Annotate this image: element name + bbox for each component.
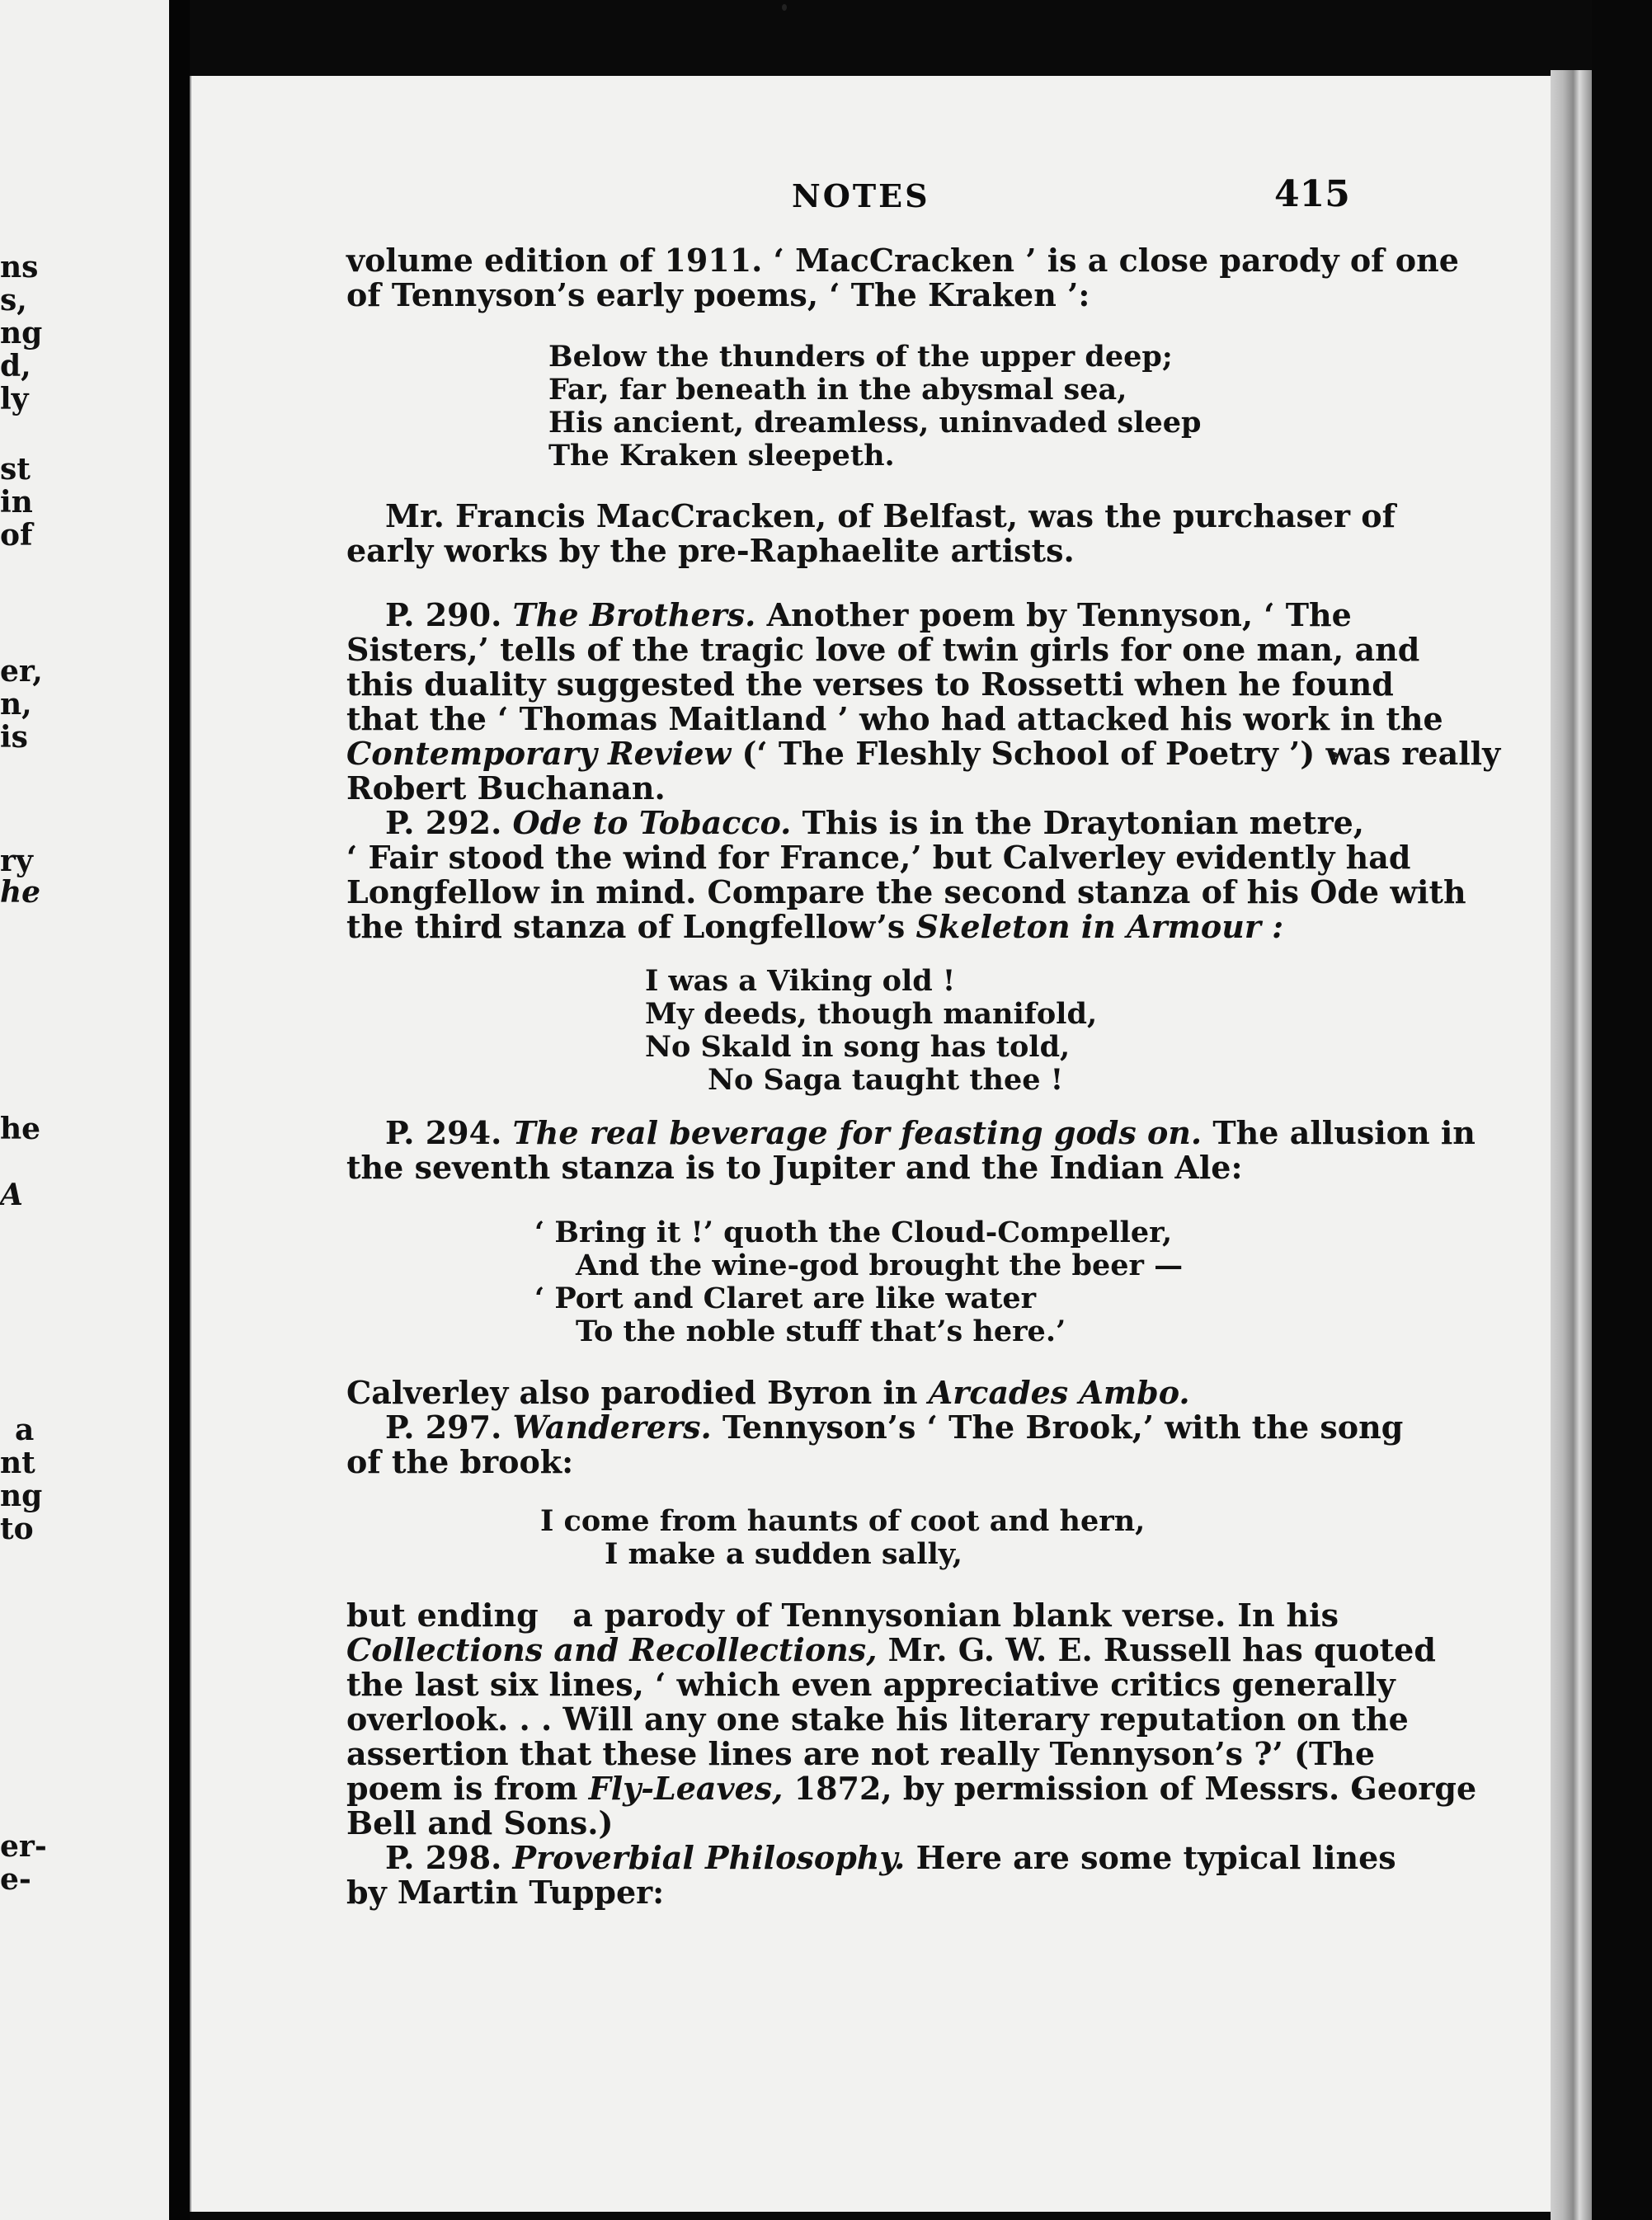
text-line: of Tennyson’s early poems, ‘ The Kraken ’: bbox=[346, 276, 1090, 313]
text-line: Longfellow in mind. Compare the second stanza of his Ode with bbox=[346, 873, 1466, 910]
text-line: that the ‘ Thomas Maitland ’ who had attacked his work in the bbox=[346, 700, 1443, 737]
text-line: poem is from Fly-Leaves, 1872, by permission of Messrs. George bbox=[346, 1770, 1477, 1807]
facing-page-fragment: he bbox=[0, 1112, 41, 1146]
text-line: the third stanza of Longfellow’s Skeleton in Armour : bbox=[346, 908, 1284, 945]
facing-page-fragment: a bbox=[15, 1413, 35, 1447]
verse-line: The Kraken sleepeth. bbox=[548, 439, 895, 473]
verse-line: ‘ Port and Claret are like water bbox=[534, 1282, 1037, 1315]
page-number: 415 bbox=[1274, 173, 1350, 215]
facing-page-fragment: er, bbox=[0, 654, 43, 689]
facing-page-fragment: of bbox=[0, 518, 33, 553]
facing-page-fragment: n, bbox=[0, 687, 32, 722]
facing-page-fragment: e- bbox=[0, 1862, 31, 1897]
text-line: Sisters,’ tells of the tragic love of twin girls for one man, and bbox=[346, 631, 1420, 668]
text-line: early works by the pre-Raphaelite artists. bbox=[346, 532, 1075, 569]
text-line: Collections and Recollections, Mr. G. W. E. Russell has quoted bbox=[346, 1631, 1436, 1668]
text-line: by Martin Tupper: bbox=[346, 1874, 665, 1911]
verse-line: His ancient, dreamless, uninvaded sleep bbox=[548, 406, 1202, 440]
facing-page-fragment: ng bbox=[0, 1479, 43, 1513]
text-line: Robert Buchanan. bbox=[346, 769, 666, 807]
facing-page-fragment: st bbox=[0, 452, 31, 487]
facing-page-fragment: s, bbox=[0, 283, 27, 317]
page-stack-edge bbox=[1551, 70, 1592, 2220]
scan-background bbox=[1592, 0, 1652, 2220]
facing-page-fragment: nt bbox=[0, 1446, 35, 1480]
facing-page-fragment: er- bbox=[0, 1829, 47, 1864]
verse-line: Below the thunders of the upper deep; bbox=[548, 340, 1173, 374]
text-line: Contemporary Review (‘ The Fleshly School of Poetry ’) was really bbox=[346, 735, 1501, 772]
facing-page-edge bbox=[0, 0, 169, 2220]
text-line: this duality suggested the verses to Rossetti when he found bbox=[346, 666, 1394, 703]
facing-page-fragment: ry bbox=[0, 844, 33, 878]
text-line: ‘ Fair stood the wind for France,’ but Calverley evidently had bbox=[346, 839, 1411, 876]
verse-line: No Saga taught thee ! bbox=[708, 1063, 1064, 1097]
text-line: P. 298. Proverbial Philosophy. Here are some typical lines bbox=[385, 1839, 1396, 1876]
text-line: the seventh stanza is to Jupiter and the Indian Ale: bbox=[346, 1149, 1243, 1186]
verse-line: I make a sudden sally, bbox=[605, 1537, 962, 1571]
running-title: NOTES bbox=[792, 177, 930, 214]
binding-gutter bbox=[169, 0, 190, 2220]
text-line: but ending a parody of Tennysonian blank verse. In his bbox=[346, 1597, 1339, 1634]
text-line: Mr. Francis MacCracken, of Belfast, was the purchaser of bbox=[385, 497, 1395, 534]
verse-line: I was a Viking old ! bbox=[645, 964, 956, 998]
facing-page-fragment: he bbox=[0, 875, 41, 910]
verse-line: No Skald in song has told, bbox=[645, 1030, 1071, 1064]
facing-page-fragment: ly bbox=[0, 382, 29, 416]
text-line: P. 294. The real beverage for feasting gods on. The allusion in bbox=[385, 1114, 1476, 1151]
facing-page-fragment: to bbox=[0, 1512, 34, 1546]
verse-line: ‘ Bring it !’ quoth the Cloud-Compeller, bbox=[534, 1216, 1173, 1249]
text-line: P. 292. Ode to Tobacco. This is in the Draytonian metre, bbox=[385, 804, 1364, 841]
text-line: of the brook: bbox=[346, 1443, 574, 1480]
text-line: Calverley also parodied Byron in Arcades Ambo. bbox=[346, 1374, 1190, 1411]
facing-page-fragment: in bbox=[0, 485, 33, 520]
scan-speck bbox=[782, 4, 787, 11]
facing-page-fragment: ng bbox=[0, 316, 43, 350]
facing-page-fragment: d, bbox=[0, 349, 31, 383]
verse-line: My deeds, though manifold, bbox=[645, 997, 1098, 1031]
text-line: overlook. . . Will any one stake his literary reputation on the bbox=[346, 1700, 1409, 1738]
text-line: P. 297. Wanderers. Tennyson’s ‘ The Brook,’ with the song bbox=[385, 1409, 1404, 1446]
facing-page-fragment: A bbox=[0, 1178, 23, 1212]
verse-line: And the wine-god brought the beer — bbox=[576, 1249, 1184, 1282]
verse-line: To the noble stuff that’s here.’ bbox=[576, 1315, 1066, 1348]
facing-page-fragment: ns bbox=[0, 250, 39, 285]
verse-line: Far, far beneath in the abysmal sea, bbox=[548, 373, 1127, 407]
text-line: the last six lines, ‘ which even appreciative critics generally bbox=[346, 1666, 1395, 1703]
text-line: volume edition of 1911. ‘ MacCracken ’ is a close parody of one bbox=[346, 242, 1459, 279]
text-line: Bell and Sons.) bbox=[346, 1804, 614, 1841]
facing-page-fragment: is bbox=[0, 720, 28, 755]
text-line: assertion that these lines are not really Tennyson’s ?’ (The bbox=[346, 1735, 1376, 1772]
verse-line: I come from haunts of coot and hern, bbox=[540, 1504, 1146, 1538]
text-line: P. 290. The Brothers. Another poem by Tennyson, ‘ The bbox=[385, 596, 1352, 633]
